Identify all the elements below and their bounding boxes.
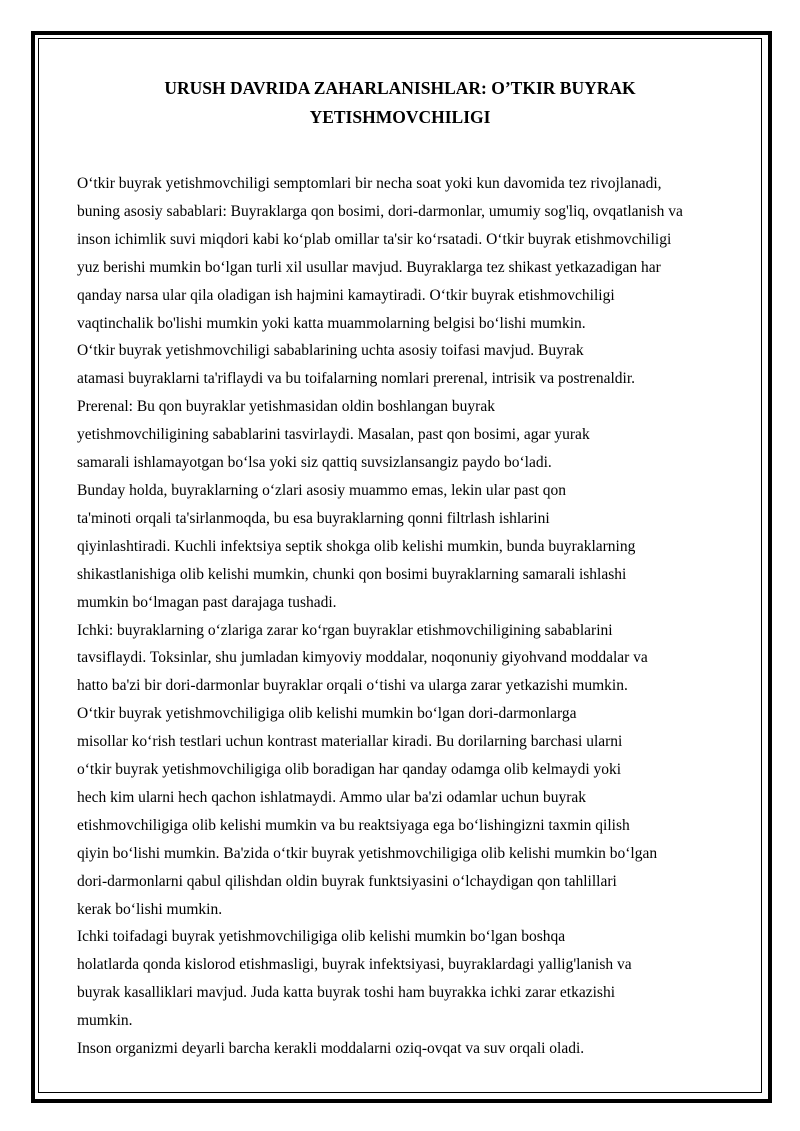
paragraph-line: inson ichimlik suvi miqdori kabi ko‘plab omillar ta'sir ko‘rsatadi. O‘tkir buyrak etishmovchiligi (77, 230, 672, 248)
paragraph-line: Bunday holda, buyraklarning o‘zlari asosiy muammo emas, lekin ular past qon (77, 481, 566, 499)
title-line: YETISHMOVCHILIGI (309, 107, 491, 127)
paragraph-line: vaqtinchalik bo'lishi mumkin yoki katta muammolarning belgisi bo‘lishi mumkin. (77, 314, 586, 332)
paragraph-line: Inson organizmi deyarli barcha kerakli moddalarni oziq-ovqat va suv orqali oladi. (77, 1040, 585, 1058)
paragraph-line: mumkin bo‘lmagan past darajaga tushadi. (77, 593, 337, 611)
paragraph-line: atamasi buyraklarni ta'riflaydi va bu toifalarning nomlari prerenal, intrisik va postrenaldir. (77, 370, 636, 388)
paragraph-line: misollar ko‘rish testlari uchun kontrast materiallar kiradi. Bu dorilarning barchasi ularni (77, 733, 623, 751)
paragraph-line: hatto ba'zi bir dori-darmonlar buyraklar orqali o‘tishi va ularga zarar yetkazishi mumkin. (77, 677, 628, 695)
paragraph-line: yuz berishi mumkin bo‘lgan turli xil usullar mavjud. Buyraklarga tez shikast yetkazadigan har (77, 258, 661, 276)
paragraph-line: Ichki: buyraklarning o‘zlariga zarar ko‘rgan buyraklar etishmovchiligining sabablarini (77, 621, 613, 639)
paragraph-line: Prerenal: Bu qon buyraklar yetishmasidan oldin boshlangan buyrak (77, 398, 495, 416)
paragraph-line: kerak bo‘lishi mumkin. (77, 900, 223, 918)
paragraph-line: O‘tkir buyrak yetishmovchiligiga olib kelishi mumkin bo‘lgan dori-darmonlarga (77, 705, 577, 723)
paragraph-line: qanday narsa ular qila oladigan ish hajmini kamaytiradi. O‘tkir buyrak etishmovchiligi (77, 286, 615, 304)
paragraph-line: qiyin bo‘lishi mumkin. Ba'zida o‘tkir buyrak yetishmovchiligiga olib kelishi mumkin bo‘lgan (77, 844, 658, 862)
paragraph-line: qiyinlashtiradi. Kuchli infektsiya septik shokga olib kelishi mumkin, bunda buyraklarning (77, 537, 636, 555)
document-body (77, 170, 737, 1063)
paragraph-line: etishmovchiligiga olib kelishi mumkin va bu reaktsiyaga ega bo‘lishingizni taxmin qilish (77, 816, 630, 834)
paragraph-line: yetishmovchiligining sabablarini tasvirlaydi. Masalan, past qon bosimi, agar yurak (77, 426, 590, 444)
paragraph-line: buning asosiy sabablari: Buyraklarga qon bosimi, dori-darmonlar, umumiy sog'liq, ovqatlanish va (77, 202, 683, 220)
paragraph-line: tavsiflaydi. Toksinlar, shu jumladan kimyoviy moddalar, noqonuniy giyohvand moddalar va (77, 649, 648, 667)
paragraph-line: holatlarda qonda kislorod etishmasligi, buyrak infektsiyasi, buyraklardagi yallig'lanish va (77, 956, 632, 974)
paragraph-line: ta'minoti orqali ta'sirlanmoqda, bu esa buyraklarning qonni filtrlash ishlarini (77, 509, 550, 527)
paragraph-line: o‘tkir buyrak yetishmovchiligiga olib boradigan har qanday odamga olib kelmaydi yoki (77, 761, 622, 779)
paragraph-line: O‘tkir buyrak yetishmovchiligi semptomlari bir necha soat yoki kun davomida tez rivojlanadi, (77, 175, 662, 192)
paragraph-line: dori-darmonlarni qabul qilishdan oldin buyrak funktsiyasini o‘lchaydigan qon tahlillari (77, 872, 617, 890)
paragraph-line: O‘tkir buyrak yetishmovchiligi sabablarining uchta asosiy toifasi mavjud. Buyrak (77, 342, 584, 360)
paragraph-line: buyrak kasalliklari mavjud. Juda katta buyrak toshi ham buyrakka ichki zarar etkazishi (77, 984, 616, 1002)
paragraph-line: samarali ishlamayotgan bo‘lsa yoki siz qattiq suvsizlansangiz paydo bo‘ladi. (77, 454, 552, 472)
paragraph-line: hech kim ularni hech qachon ishlatmaydi. Ammo ular ba'zi odamlar uchun buyrak (77, 788, 586, 806)
page-title (60, 74, 740, 132)
paragraph-line: Ichki toifadagi buyrak yetishmovchiligiga olib kelishi mumkin bo‘lgan boshqa (77, 928, 566, 946)
paragraph-line: shikastlanishiga olib kelishi mumkin, chunki qon bosimi buyraklarning samarali ishlashi (77, 565, 627, 583)
paragraph-line: mumkin. (77, 1012, 133, 1030)
title-line: URUSH DAVRIDA ZAHARLANISHLAR: O’TKIR BUYRAK (164, 78, 636, 98)
